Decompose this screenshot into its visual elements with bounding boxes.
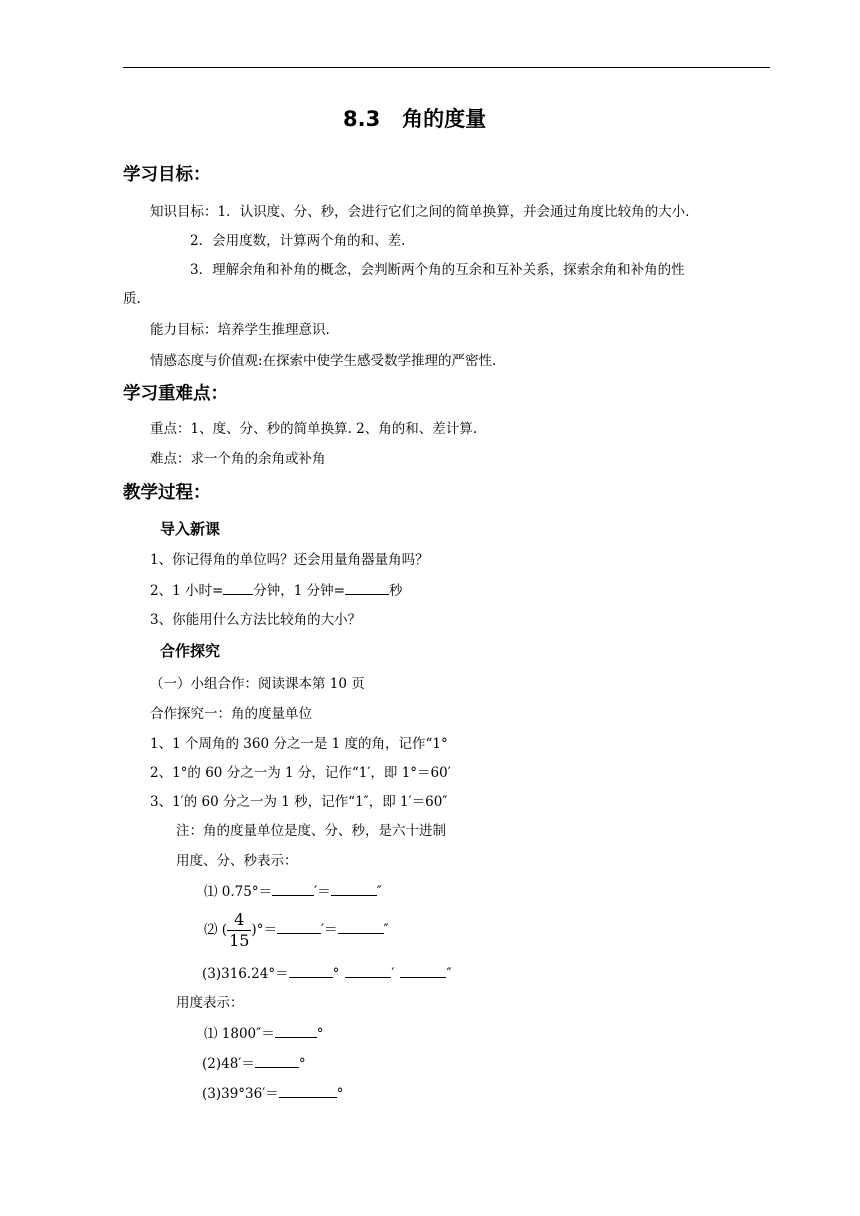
ex2-prefix: ⑵ (	[204, 922, 228, 938]
group-work: （一）小组合作：阅读课本第 10 页	[150, 676, 365, 692]
blank-ex3-minutes	[345, 964, 391, 978]
definition-degree: 1、1 个周角的 360 分之一是 1 度的角，记作“1°	[150, 736, 448, 752]
emotion-goal: 情感态度与价值观:在探索中使学生感受数学推理的严密性.	[150, 353, 497, 369]
explore-1-title: 合作探究一：角的度量单位	[150, 706, 312, 722]
key-points-heading: 学习重难点：	[123, 384, 228, 404]
blank-d2	[255, 1054, 299, 1068]
knowledge-goal-1	[150, 203, 689, 221]
knowledge-goal-1-text: 1．认识度、分、秒，会进行它们之间的简单换算，并会通过角度比较角的大小.	[217, 204, 690, 220]
ex3-minute-sign: ′	[391, 966, 395, 982]
exercise-1	[204, 882, 382, 901]
ex3-part-a: (3)316.24°＝	[202, 966, 289, 982]
fraction-denominator: 15	[229, 931, 250, 950]
d3-part-a: (3)39°36′＝	[202, 1086, 279, 1102]
knowledge-label: 知识目标：	[150, 204, 218, 220]
coop-heading: 合作探究	[160, 642, 221, 660]
q2-part-c: 秒	[388, 583, 403, 599]
d2-part-a: (2)48′＝	[202, 1056, 255, 1072]
definition-minute: 2、1°的 60 分之一为 1 分，记作“1′，即 1°＝60′	[150, 765, 451, 781]
sexagesimal-note: 注：角的度量单位是度、分、秒，是六十进制	[176, 823, 446, 839]
intro-question-1: 1、你记得角的单位吗？还会用量角器量角吗？	[150, 552, 429, 568]
blank-ex1-minutes	[272, 882, 314, 896]
blank-ex3-seconds	[400, 964, 446, 978]
intro-heading: 导入新课	[160, 520, 221, 538]
goals-heading: 学习目标：	[123, 165, 211, 185]
definition-second: 3、1′的 60 分之一为 1 秒，记作“1″，即 1′＝60″	[150, 794, 448, 810]
fraction-4-15	[227, 910, 251, 951]
blank-ex1-seconds	[331, 882, 377, 896]
knowledge-goal-3-cont: 质.	[123, 291, 141, 307]
intro-question-2	[150, 581, 402, 600]
degree-exercise-1	[204, 1024, 323, 1043]
ex1-part-c: ″	[376, 884, 382, 900]
key-point: 重点：1、度、分、秒的简单换算. 2、角的和、差计算.	[150, 421, 478, 437]
exercise-2	[204, 908, 389, 952]
ex1-part-a: ⑴ 0.75°＝	[204, 884, 273, 900]
ability-goal: 能力目标：培养学生推理意识.	[150, 322, 330, 338]
ex1-part-b: ′＝	[314, 884, 331, 900]
d3-degree-sign: °	[336, 1086, 344, 1102]
process-heading: 教学过程：	[123, 483, 211, 503]
d1-degree-sign: °	[316, 1026, 324, 1042]
use-degree-label: 用度表示：	[176, 995, 244, 1011]
intro-question-3: 3、你能用什么方法比较角的大小？	[150, 612, 362, 628]
d1-part-a: ⑴ 1800″＝	[204, 1026, 275, 1042]
ex2-suffix: )°＝	[251, 922, 277, 938]
q2-part-b: 分钟，1 分钟=	[253, 583, 345, 599]
ex3-second-sign: ″	[446, 966, 452, 982]
blank-ex3-degrees	[289, 964, 333, 978]
knowledge-goal-2: 2．会用度数，计算两个角的和、差.	[190, 233, 406, 249]
blank-ex2-minutes	[277, 920, 321, 934]
degree-exercise-2	[202, 1054, 306, 1073]
blank-seconds	[345, 581, 389, 595]
ex2-part-c: ″	[383, 922, 389, 938]
difficult-point: 难点：求一个角的余角或补角	[150, 451, 326, 467]
blank-d1	[275, 1024, 317, 1038]
fraction-numerator: 4	[227, 910, 251, 931]
d2-degree-sign: °	[298, 1056, 306, 1072]
degree-exercise-3	[202, 1084, 344, 1103]
use-dms-label: 用度、分、秒表示：	[176, 853, 298, 869]
page-title: 8.3 角的度量	[343, 107, 487, 131]
ex2-part-b: ′＝	[320, 922, 338, 938]
ex3-degree-sign: °	[332, 966, 340, 982]
exercise-3	[202, 964, 452, 983]
q2-part-a: 2、1 小时=	[150, 583, 224, 599]
blank-minutes	[223, 581, 253, 595]
blank-ex2-seconds	[338, 920, 384, 934]
blank-d3	[279, 1084, 337, 1098]
knowledge-goal-3: 3．理解余角和补角的概念，会判断两个角的互余和互补关系，探索余角和补角的性	[190, 262, 685, 278]
header-rule	[123, 67, 770, 68]
